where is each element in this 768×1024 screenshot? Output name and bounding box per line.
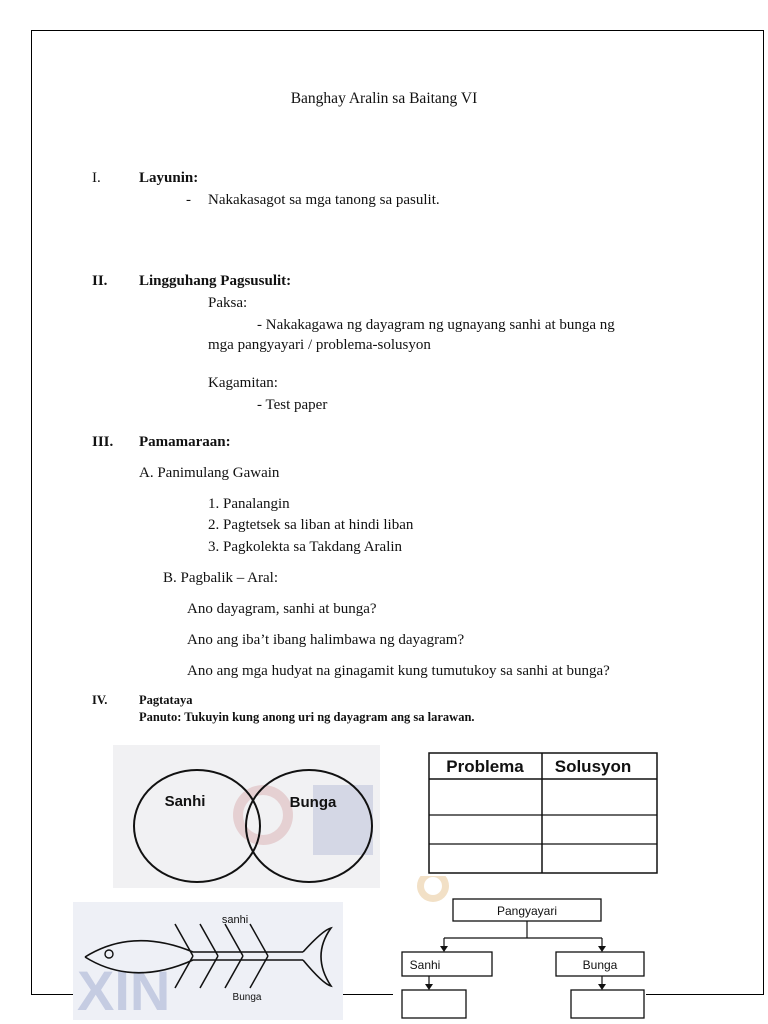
table-header: Problema: [446, 757, 524, 776]
section-numeral: I.: [92, 170, 101, 186]
venn-diagram: [113, 745, 380, 888]
fish-body-top: [85, 941, 303, 957]
watermark-seal: [417, 876, 449, 902]
section-heading: Pamamaraan:: [139, 434, 231, 450]
question: Ano ang iba’t ibang halimbawa ng dayagram?: [187, 632, 465, 648]
list-item: 2. Pagtetsek sa liban at hindi liban: [208, 517, 414, 533]
question: Ano ang mga hudyat na ginagamit kung tumutukoy sa sanhi at bunga?: [187, 663, 610, 679]
question: Ano dayagram, sanhi at bunga?: [187, 601, 377, 617]
list-item: 1. Panalangin: [208, 496, 290, 512]
fish-eye: [105, 950, 113, 958]
subsection-a: A. Panimulang Gawain: [139, 465, 280, 481]
problem-solution-table: [417, 745, 667, 879]
section-numeral: III.: [92, 434, 114, 450]
section-heading: Layunin:: [139, 170, 199, 186]
section-heading: Pagtataya: [139, 693, 193, 707]
table-header: Solusyon: [554, 757, 632, 776]
bullet-dash: -: [186, 192, 191, 208]
fish-tail: [303, 928, 331, 986]
fishbone-bottom-label: Bunga: [232, 992, 262, 1003]
kagamitan-label: Kagamitan:: [208, 375, 278, 391]
venn-left-label: Sanhi: [164, 793, 206, 810]
list-item: 3. Pagkolekta sa Takdang Aralin: [208, 539, 403, 555]
subsection-b: B. Pagbalik – Aral:: [163, 570, 278, 586]
kagamitan-item: - Test paper: [257, 397, 328, 413]
fishbone-top-label: sanhi: [221, 914, 249, 926]
page-title: Banghay Aralin sa Baitang VI: [290, 90, 478, 107]
flowchart-right-label: Bunga: [582, 958, 618, 972]
paksa-line: - Nakakagawa ng dayagram ng ugnayang sanhi at bunga ng: [257, 317, 615, 333]
instruction: Panuto: Tukuyin kung anong uri ng dayagram ang sa larawan.: [139, 710, 475, 724]
flowchart-diagram: [393, 876, 646, 1020]
section-heading: Lingguhang Pagsusulit:: [139, 273, 292, 289]
paksa-line: mga pangyayari / problema-solusyon: [208, 337, 431, 353]
section-numeral: IV.: [92, 693, 108, 707]
flowchart-left-label: Sanhi: [409, 958, 441, 972]
objective-text: Nakakasagot sa mga tanong sa pasulit.: [208, 192, 440, 208]
paksa-label: Paksa:: [208, 295, 248, 311]
venn-right-label: Bunga: [289, 794, 337, 811]
section-numeral: II.: [92, 273, 108, 289]
fishbone-diagram: [73, 902, 343, 1020]
watermark-letters: [77, 959, 170, 1020]
svg-text:XIN: XIN: [77, 959, 171, 1020]
flowchart-top-label: Pangyayari: [496, 904, 558, 918]
